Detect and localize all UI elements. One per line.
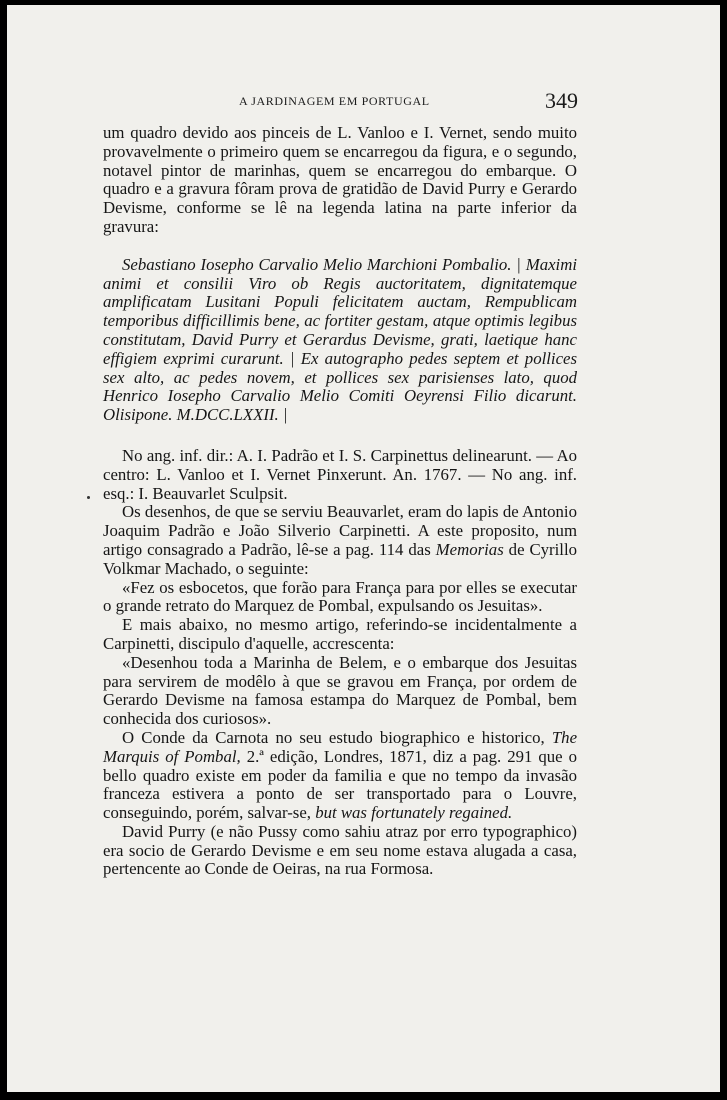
paragraph-3 (103, 503, 577, 578)
paragraph-7-italic: The Marquis of Pombal, (103, 727, 578, 766)
paragraph-7 (103, 729, 577, 823)
paragraph-8: David Purry (e não Pussy como sahiu atraz por erro typographico) era socio de Gerardo Devisme e em seu nome estava alugada a casa, pertencente ao Conde de Oeiras, na rua Formosa. (103, 821, 577, 879)
paragraph-7-mid: 2.ª edição, Londres, 1871, diz a pag. 291 que o bello quadro existe em poder da familia e que no tempo da invasão franceza estivera a ponto de ser transportado para o Louvre, conseguindo, porém, salvar-se, (103, 746, 577, 823)
running-head (7, 89, 720, 113)
paragraph-3-text: Os desenhos, de que se serviu Beauvarlet, eram do lapis de Antonio Joaquim Padrão e João Silverio Carpinetti. A este proposito, num artigo consagrado a Padrão, lê-se a pag. 114 das (103, 502, 577, 559)
paragraph-7-italic-end: but was fortunately regained. (315, 803, 513, 823)
page-number: 349 (545, 88, 578, 113)
paragraph-3-italic: Memorias (435, 539, 504, 559)
margin-mark (87, 496, 90, 499)
running-title: A JARDINAGEM EM PORTUGAL (239, 94, 430, 108)
paragraph-2: No ang. inf. dir.: A. I. Padrão et I. S. Carpinettus delinearunt. — Ao centro: L. Vanloo et I. Vernet Pinxerunt. An. 1767. — No ang. inf. esq.: I. Beauvarlet Sculpsit. (103, 445, 577, 503)
paragraph-6: «Desenhou toda a Marinha de Belem, e o embarque dos Jesuitas para servirem de modêlo à que se gravou em França, por ordem de Gerardo Devisme na famosa estampa do Marquez de Pombal, bem conhecida dos curiosos». (103, 652, 577, 729)
paragraph-4: «Fez os esbocetos, que forão para França para por elles se executar o grande retrato do Marquez de Pombal, expulsando os Jesuitas». (103, 577, 577, 616)
paragraph-1: um quadro devido aos pinceis de L. Vanloo e I. Vernet, sendo muito provavelmente o primeiro quem se encarregou da figura, e o segundo, notavel pintor de marinhas, quem se encarregou do embarque. O quadro e a gravura fôram prova de gratidão de David Purry e Gerardo Devisme, conforme se lê na legenda latina na parte inferior da gravura: (103, 123, 577, 236)
paragraph-3-end: de Cyrillo Volkmar Machado, o seguinte: (103, 539, 577, 578)
book-page (7, 5, 720, 1092)
body-text (103, 124, 577, 879)
paragraph-5: E mais abaixo, no mesmo artigo, referindo-se incidentalmente a Carpinetti, discipulo d'aquelle, accrescenta: (103, 615, 577, 653)
paragraph-7-start: O Conde da Carnota no seu estudo biographico e historico, (122, 727, 545, 747)
latin-legend: Sebastiano Iosepho Carvalio Melio Marchioni Pombalio. | Maximi animi et consilii Viro ob Regis auctoritatem, dignitatemque amplificatam Lusitani Populi felicitatem auctam, Rempublicam temporibus difficillimis bene, ac fortiter gestam, atque optimis legibus constitutam, David Purry et Gerardus Devisme, grati, laetique hanc effigiem exprimi curarunt. | Ex autographo pedes septem et pollices sex alto, ac pedes novem, et pollices sex parisienses lato, quod Henrico Iosepho Carvalio Melio Comiti Oeyrensi Filio dicarunt. Olisipone. M.DCC.LXXII. | (103, 254, 577, 425)
